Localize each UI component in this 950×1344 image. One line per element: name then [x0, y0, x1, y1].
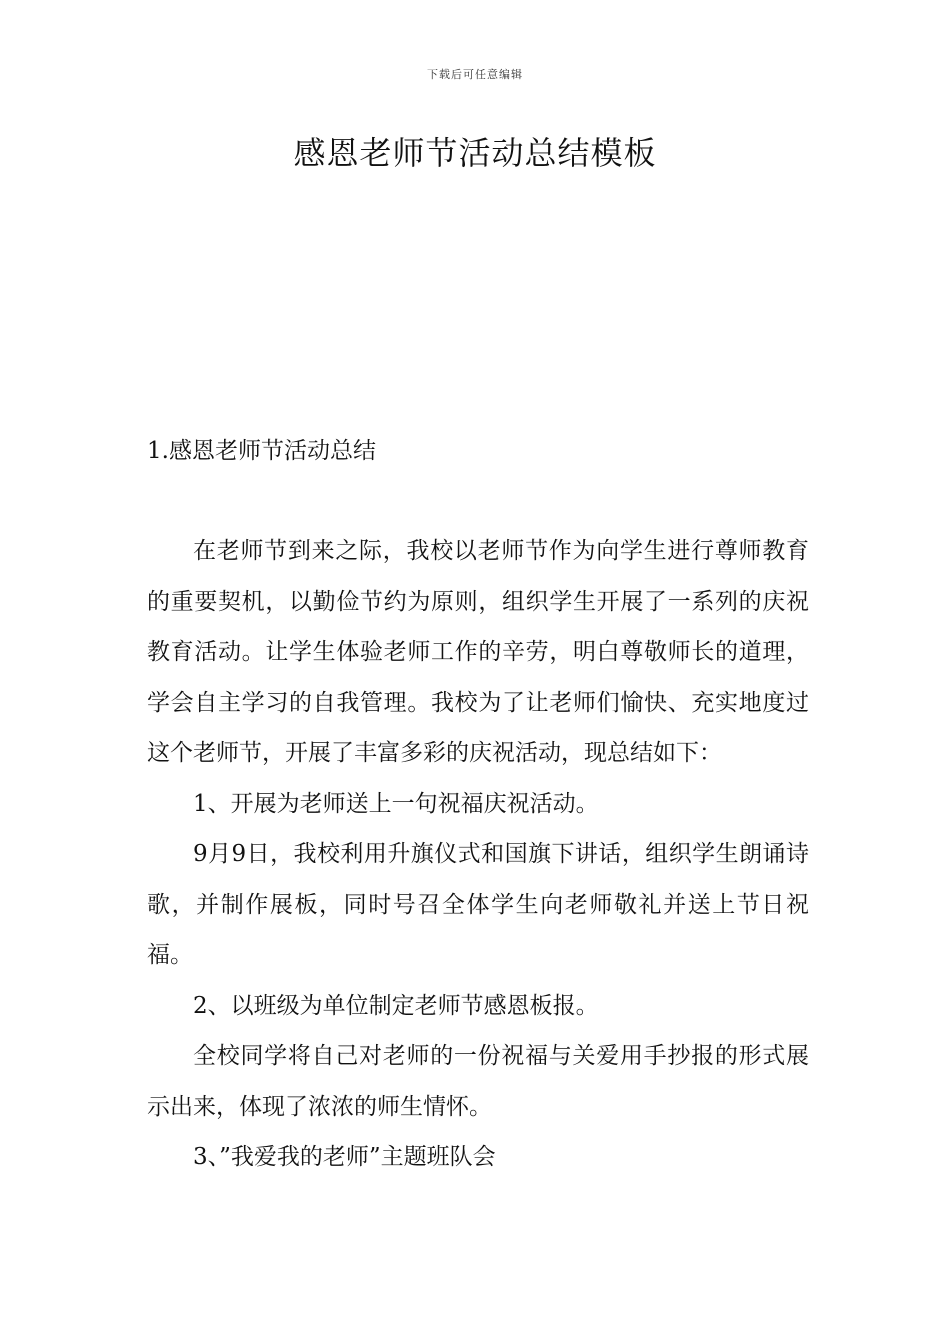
paragraph-item-1-body: 9月9日，我校利用升旗仪式和国旗下讲话，组织学生朗诵诗歌，并制作展板，同时号召全体学生向老师敬礼并送上节日祝福。 [147, 841, 809, 968]
body-text [147, 526, 809, 1183]
paragraph-item-2-body: 全校同学将自己对老师的一份祝福与关爱用手抄报的形式展示出来，体现了浓浓的师生情怀。 [147, 1043, 809, 1120]
paragraph-item-1-heading: 1、开展为老师送上一句祝福庆祝活动。 [193, 790, 599, 817]
header-note: 下载后可任意编辑 [427, 68, 523, 81]
paragraph-intro: 在老师节到来之际，我校以老师节作为向学生进行尊师教育的重要契机，以勤俭节约为原则，组织学生开展了一系列的庆祝教育活动。让学生体验老师工作的辛劳，明白尊敬师长的道理，学会自主学习的自我管理。我校为了让老师们愉快、充实地度过这个老师节，开展了丰富多彩的庆祝活动，现总结如下： [147, 538, 809, 766]
paragraph-item-3-heading: 3、”我爱我的老师”主题班队会 [193, 1144, 496, 1170]
document-title: 感恩老师节活动总结模板 [293, 134, 657, 172]
section-heading: 1.感恩老师节活动总结 [147, 438, 376, 464]
paragraph-item-2-heading: 2、以班级为单位制定老师节感恩板报。 [193, 992, 599, 1019]
